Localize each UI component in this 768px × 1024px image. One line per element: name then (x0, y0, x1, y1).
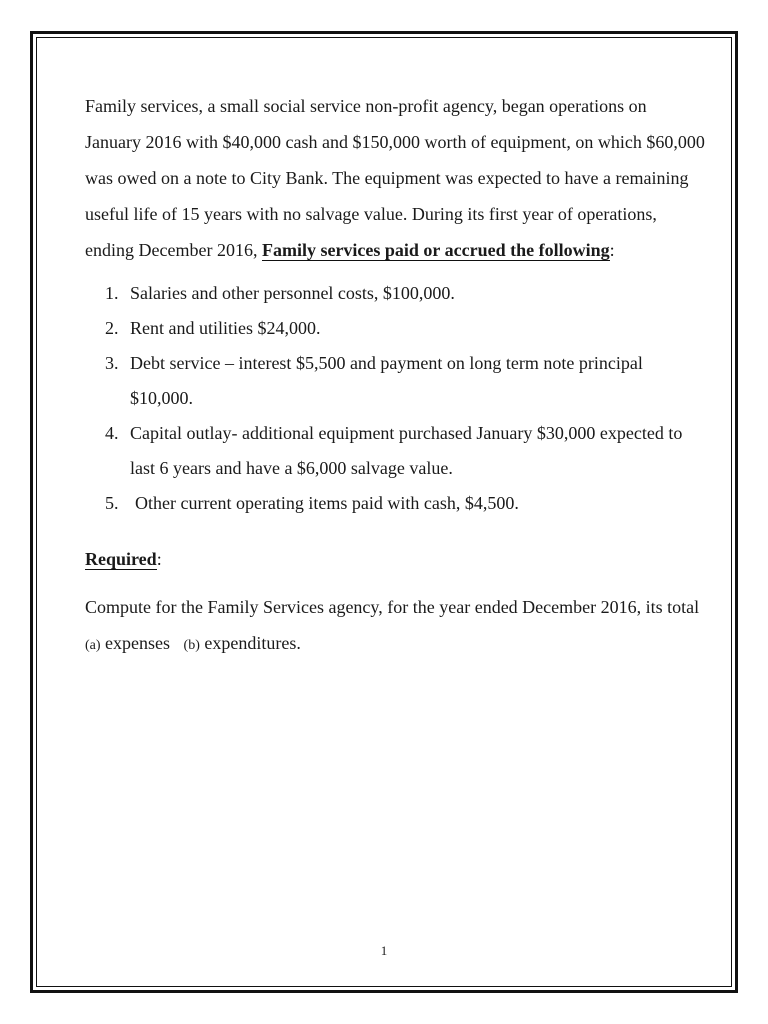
list-item (85, 346, 705, 416)
list-item-number: 5. (105, 493, 119, 513)
task-expenses: expenses (100, 633, 184, 653)
list-item-number: 3. (105, 353, 119, 373)
list-item-number: 1. (105, 283, 119, 303)
intro-text: Family services, a small social service non-profit agency, began operations on January 2016 with $40,000 cash and $150,000 worth of equipment, on which $60,000 was owed on a note to City Bank. The equipment was expected to have a remaining useful life of 15 years with no salvage value. During its first year of operations, ending December 2016, (85, 96, 705, 260)
list-item (85, 486, 705, 521)
required-heading (85, 541, 705, 577)
list-item-text: Other current operating items paid with cash, $4,500. (135, 493, 519, 513)
intro-colon: : (609, 240, 615, 260)
list-item (85, 416, 705, 486)
page-number: 1 (380, 943, 388, 958)
intro-bold-text: Family services paid or accrued the following (261, 240, 610, 260)
intro-paragraph (85, 88, 705, 268)
required-colon: : (156, 549, 162, 569)
transactions-list (85, 276, 705, 521)
list-item-text: Capital outlay- additional equipment purchased January $30,000 expected to last 6 years and have a $6,000 salvage value. (130, 423, 683, 478)
list-item-number: 2. (105, 318, 119, 338)
list-item-text: Rent and utilities $24,000. (130, 318, 321, 338)
task-expenditures: expenditures. (199, 633, 301, 653)
task-text: Compute for the Family Services agency, for the year ended December 2016, its total (85, 597, 700, 617)
list-item (85, 311, 705, 346)
list-item-text: Salaries and other personnel costs, $100,000. (130, 283, 455, 303)
task-part-a: (a) (85, 638, 101, 653)
task-part-b: (b) (183, 638, 200, 653)
list-item-text: Debt service – interest $5,500 and payment on long term note principal $10,000. (130, 353, 643, 408)
list-item (85, 276, 705, 311)
list-item-number: 4. (105, 423, 119, 443)
document-body (85, 88, 705, 664)
required-label: Required (85, 549, 157, 569)
task-paragraph (85, 589, 705, 664)
